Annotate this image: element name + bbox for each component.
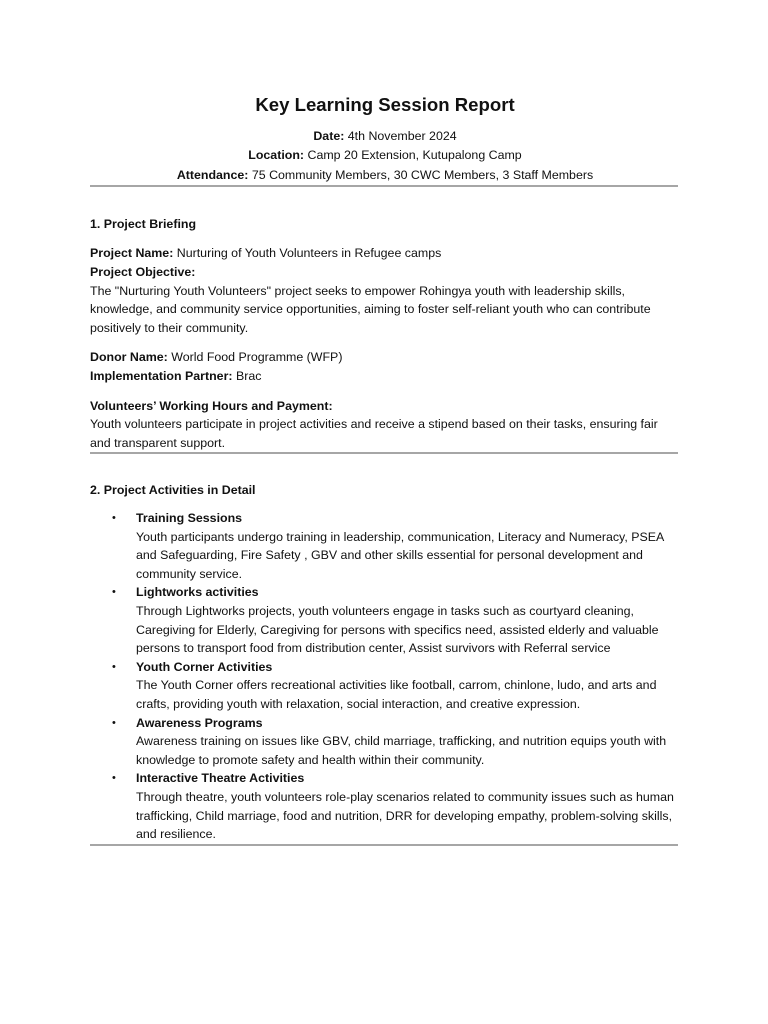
donor-name-label: Donor Name: — [90, 350, 168, 365]
meta-location — [90, 146, 680, 165]
project-objective-label: Project Objective: — [90, 265, 196, 280]
implementation-partner-label: Implementation Partner: — [90, 369, 233, 384]
donor-name-value: World Food Programme (WFP) — [167, 350, 343, 365]
implementation-partner-value: Brac — [232, 369, 262, 384]
meta-attendance-label: Attendance: — [176, 167, 249, 182]
list-item-interactive-theatre-activities — [90, 769, 680, 843]
meta-date — [90, 127, 680, 146]
activity-title: Interactive Theatre Activities — [136, 771, 305, 786]
section-heading-project-briefing: 1. Project Briefing — [90, 216, 197, 231]
bullet-icon: • — [112, 660, 116, 673]
project-name — [90, 244, 680, 263]
bullet-icon: • — [112, 512, 116, 525]
meta-location-value: Camp 20 Extension, Kutupalong Camp — [304, 148, 522, 163]
activity-description: Youth participants undergo training in leadership, communication, Literacy and Numeracy, PSEA and Safeguarding, Fire Safety , GBV and other skills essential for personal development and community service. — [136, 529, 664, 581]
divider — [90, 185, 678, 187]
bullet-icon: • — [112, 772, 116, 785]
working-hours-text: Youth volunteers participate in project activities and receive a stipend based on their tasks, ensuring fair and transparent support. — [90, 417, 658, 450]
activity-title: Youth Corner Activities — [136, 659, 273, 674]
activity-title: Training Sessions — [136, 511, 243, 526]
list-item-youth-corner-activities — [90, 658, 680, 714]
report-title: Key Learning Session Report — [255, 94, 515, 115]
divider — [90, 452, 678, 454]
working-hours-label: Volunteers’ Working Hours and Payment: — [90, 398, 333, 413]
project-name-label: Project Name: — [90, 246, 174, 261]
activity-description: Through Lightworks projects, youth volunteers engage in tasks such as courtyard cleaning, Caregiving for Elderly, Caregiving for persons with specifics need, assisted elderly and valuable persons to transport food from distribution center, Assist survivors with Referral service — [136, 603, 659, 656]
list-item-awareness-programs — [90, 714, 680, 770]
project-name-value: Nurturing of Youth Volunteers in Refugee camps — [173, 246, 442, 261]
activities-list — [90, 509, 680, 844]
activity-description: Awareness training on issues like GBV, child marriage, trafficking, and nutrition equips youth with knowledge to promote safety and health within their community. — [136, 734, 667, 767]
activity-title: Lightworks activities — [136, 585, 259, 600]
bullet-icon: • — [112, 586, 116, 599]
meta-attendance-value: 75 Community Members, 30 CWC Members, 3 Staff Members — [248, 167, 594, 182]
bullet-icon: • — [112, 716, 116, 729]
activity-description: Through theatre, youth volunteers role-play scenarios related to community issues such as human trafficking, Child marriage, food and nutrition, DRR for developing empathy, problem-solving skills, and resilience. — [136, 789, 674, 842]
activity-title: Awareness Programs — [136, 715, 263, 730]
meta-location-label: Location: — [248, 148, 305, 163]
section-heading-project-activities: 2. Project Activities in Detail — [90, 483, 256, 498]
list-item-training-sessions — [90, 509, 680, 583]
implementation-partner — [90, 367, 680, 386]
meta-date-value: 4th November 2024 — [344, 129, 457, 143]
donor-name — [90, 348, 680, 367]
divider — [90, 844, 678, 846]
meta-attendance — [90, 166, 680, 185]
project-objective-text: The "Nurturing Youth Volunteers" project seeks to empower Rohingya youth with leadership skills, knowledge, and community service opportunities, aiming to foster self-reliant youth who can contribute positively to their community. — [90, 283, 651, 335]
meta-date-label: Date: — [313, 129, 345, 143]
document-content — [90, 92, 680, 846]
activity-description: The Youth Corner offers recreational activities like football, carrom, chinlone, ludo, and arts and crafts, providing youth with relaxation, social interaction, and creative expression. — [136, 678, 657, 711]
list-item-lightworks-activities — [90, 583, 680, 657]
